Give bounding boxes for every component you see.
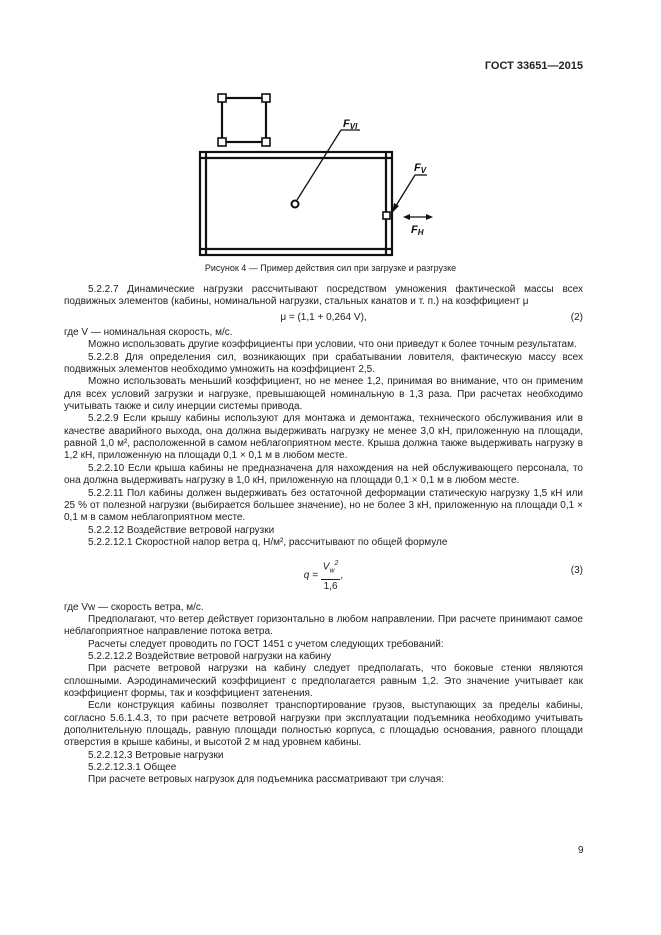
page-number: 9 xyxy=(578,845,584,856)
paragraph: Расчеты следует проводить по ГОСТ 1451 с учетом следующих требований: xyxy=(88,638,444,650)
paragraph: При расчете ветровой нагрузки на кабину следует предполагать, что боковые стенки являются сплошными. Аэродинамический коэффициент с предполагается равным 1,2. Это значение учитывает как коэффициент формы, так и коэффициент затенения. xyxy=(64,663,583,699)
equation-2: μ = (1,1 + 0,264 V), (2) xyxy=(280,311,583,323)
force-fvi-label: FVI xyxy=(343,118,358,131)
load-center-point xyxy=(292,201,299,208)
equation-3: q = $\frac{V_w^2}{1,6}$ , (3) xyxy=(64,557,583,593)
paragraph: 5.2.2.9 Если крышу кабины используют для монтажа и демонтажа, технического обслуживания или в качестве аварийного выхода, она должна выдерживать нагрузку не менее 3,0 кН, приложенную на площади, равной 1,0 м², расположенной в самом неблагоприятном месте. Крыша должна также выдерживать нагрузку в 1,2 кН, приложенную на площади 0,1 × 0,1 м в любом месте. xyxy=(64,413,583,462)
document-body xyxy=(64,284,583,787)
paragraph: Если конструкция кабины позволяет транспортирование грузов, выступающих за пределы кабины, согласно 5.6.1.4.3, то при расчете ветровой нагрузки при эксплуатации подъемника необходимо учитывать дополнительную площадь, равную площади полностью корпуса, с площадью основания, равного площади отверстия в крыше кабины, и высотой 2 м над уровнем кабины. xyxy=(64,700,583,749)
force-fh-label: FH xyxy=(411,224,424,237)
paragraph: 5.2.2.12.1 Скоростной напор ветра q, Н/м², рассчитывают по общей формуле xyxy=(88,536,448,548)
figure-caption: Рисунок 4 — Пример действия сил при загрузке и разгрузке xyxy=(204,263,457,273)
paragraph: где Vw — скорость ветра, м/с. xyxy=(64,601,204,613)
paragraph: 5.2.2.7 Динамические нагрузки рассчитывают посредством умножения фактической массы всех подвижных элементов (кабины, номинальной нагрузки, стальных канатов и т. п.) на коэффициент μ xyxy=(64,284,583,308)
paragraph: 5.2.2.10 Если крыша кабины не предназначена для нахождения на ней обслуживающего персонала, то она должна выдерживать нагрузку в 1,0 кН, приложенную на площади 0,1 × 0,1 м в любом месте. xyxy=(64,462,583,487)
document-id: ГОСТ 33651—2015 xyxy=(484,60,583,72)
figure-4-diagram xyxy=(0,0,661,262)
paragraph: 5.2.2.11 Пол кабины должен выдерживать без остаточной деформации статическую нагрузку 1,5 кН или 25 % от полезной нагрузки (выбирается большее значение), но не более 3 кН, приложенную на площади 0,1 × 0,1 м в самом неблагоприятном месте. xyxy=(64,487,583,524)
paragraph: 5.2.2.12.2 Воздействие ветровой нагрузки на кабину xyxy=(88,650,332,662)
paragraph: При расчете ветровых нагрузок для подъемника рассматривают три случая: xyxy=(88,774,444,786)
paragraph: 5.2.2.12 Воздействие ветровой нагрузки xyxy=(88,524,275,536)
paragraph: Можно использовать другие коэффициенты при условии, что они приведут к более точным результатам. xyxy=(88,339,577,351)
paragraph: 5.2.2.12.3 Ветровые нагрузки xyxy=(88,749,224,761)
paragraph: Можно использовать меньший коэффициент, но не менее 1,2, принимая во внимание, что он применим для всех условий загрузки и нагрузке, превышающей номинальную в 1,3 раза. При расчетах необходимо учитывать также и силу инерции системы привода. xyxy=(64,376,583,413)
load-square xyxy=(222,98,266,142)
paragraph: 5.2.2.12.3.1 Общее xyxy=(88,762,177,774)
paragraph: 5.2.2.8 Для определения сил, возникающих при срабатывании ловителя, фактическую массу всех подвижных элементов необходимо умножить на коэффициент 2,5. xyxy=(64,351,583,376)
paragraph: где V — номинальная скорость, м/с. xyxy=(64,327,233,339)
force-fv-label: FV xyxy=(414,162,427,175)
paragraph: Предполагают, что ветер действует горизонтально в любом направлении. При расчете принимают самое неблагоприятное направление потока ветра. xyxy=(64,613,583,638)
